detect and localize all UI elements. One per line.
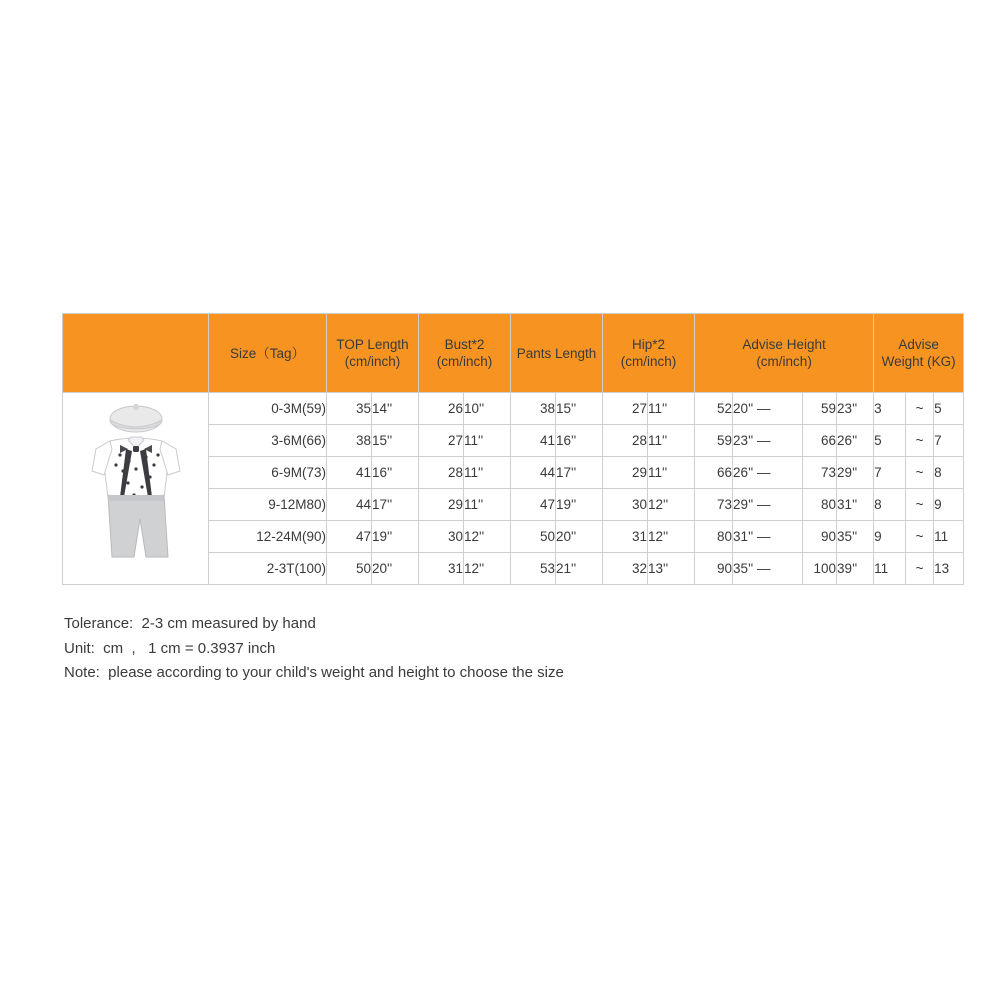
cell-pants-in: 20'' bbox=[556, 521, 603, 553]
cell-height-cm-min: 90 bbox=[695, 553, 733, 585]
cell-height-in-min: 35'' — bbox=[733, 553, 803, 585]
cell-weight-max: 8 bbox=[934, 457, 964, 489]
cell-weight-max: 11 bbox=[934, 521, 964, 553]
cell-size: 9-12M80) bbox=[209, 489, 327, 521]
cell-weight-min: 11 bbox=[874, 553, 906, 585]
cell-weight-min: 7 bbox=[874, 457, 906, 489]
note-unit: Unit: cm , 1 cm = 0.3937 inch bbox=[64, 639, 276, 657]
cell-size: 12-24M(90) bbox=[209, 521, 327, 553]
cell-height-in-max: 29'' bbox=[837, 457, 874, 489]
cell-bust-in: 12'' bbox=[464, 521, 511, 553]
cell-size: 6-9M(73) bbox=[209, 457, 327, 489]
cell-height-cm-max: 73 bbox=[803, 457, 837, 489]
cell-hip-cm: 32 bbox=[603, 553, 648, 585]
cell-weight-min: 3 bbox=[874, 393, 906, 425]
cell-pants-cm: 38 bbox=[511, 393, 556, 425]
header-top-length-line1: TOP Length bbox=[336, 337, 409, 352]
cell-pants-in: 21'' bbox=[556, 553, 603, 585]
header-hip-line1: Hip*2 bbox=[632, 337, 666, 352]
cell-size: 3-6M(66) bbox=[209, 425, 327, 457]
cell-height-in-min: 29'' — bbox=[733, 489, 803, 521]
cell-weight-min: 8 bbox=[874, 489, 906, 521]
cell-bust-cm: 27 bbox=[419, 425, 464, 457]
cell-pants-in: 16'' bbox=[556, 425, 603, 457]
product-outfit-illustration bbox=[66, 399, 206, 579]
cell-top-in: 14'' bbox=[372, 393, 419, 425]
cell-height-in-min: 23'' — bbox=[733, 425, 803, 457]
cell-hip-in: 12'' bbox=[648, 489, 695, 521]
cell-size: 2-3T(100) bbox=[209, 553, 327, 585]
cell-bust-in: 11'' bbox=[464, 425, 511, 457]
cell-height-cm-max: 59 bbox=[803, 393, 837, 425]
cell-hip-cm: 31 bbox=[603, 521, 648, 553]
cell-size: 0-3M(59) bbox=[209, 393, 327, 425]
cell-weight-min: 9 bbox=[874, 521, 906, 553]
cell-top-in: 19'' bbox=[372, 521, 419, 553]
cell-pants-in: 17'' bbox=[556, 457, 603, 489]
cell-bust-cm: 26 bbox=[419, 393, 464, 425]
notes-block bbox=[64, 612, 864, 686]
cell-height-in-max: 26'' bbox=[837, 425, 874, 457]
note-tolerance: Tolerance: 2-3 cm measured by hand bbox=[64, 615, 316, 632]
cell-weight-max: 7 bbox=[934, 425, 964, 457]
cell-pants-in: 15'' bbox=[556, 393, 603, 425]
header-bust-line1: Bust*2 bbox=[444, 337, 485, 352]
header-advise-height-line2: (cm/inch) bbox=[756, 354, 812, 369]
size-chart bbox=[62, 313, 956, 585]
header-bust-line2: (cm/inch) bbox=[436, 354, 493, 369]
cell-pants-cm: 41 bbox=[511, 425, 556, 457]
header-pants-length-line1: Pants Length bbox=[516, 345, 597, 361]
cell-top-cm: 47 bbox=[327, 521, 372, 553]
cell-height-in-min: 31'' — bbox=[733, 521, 803, 553]
cell-height-in-max: 39'' bbox=[837, 553, 874, 585]
cell-height-cm-min: 59 bbox=[695, 425, 733, 457]
cell-pants-cm: 47 bbox=[511, 489, 556, 521]
cell-height-cm-min: 66 bbox=[695, 457, 733, 489]
cell-hip-in: 13'' bbox=[648, 553, 695, 585]
header-advise-height bbox=[695, 314, 874, 393]
product-image-cell bbox=[63, 393, 209, 585]
header-top-length bbox=[327, 314, 419, 393]
cell-hip-cm: 29 bbox=[603, 457, 648, 489]
cell-weight-sep: ~ bbox=[906, 553, 934, 585]
header-advise-weight bbox=[874, 314, 964, 393]
cell-bust-in: 11'' bbox=[464, 489, 511, 521]
cell-hip-cm: 30 bbox=[603, 489, 648, 521]
header-pants-length bbox=[511, 314, 603, 393]
cell-height-in-min: 26'' — bbox=[733, 457, 803, 489]
header-bust bbox=[419, 314, 511, 393]
header-image-cell bbox=[63, 314, 209, 393]
cell-weight-sep: ~ bbox=[906, 393, 934, 425]
cell-hip-cm: 27 bbox=[603, 393, 648, 425]
cell-bust-in: 11'' bbox=[464, 457, 511, 489]
header-advise-height-line1: Advise Height bbox=[742, 337, 826, 352]
cell-height-cm-max: 66 bbox=[803, 425, 837, 457]
header-hip-line2: (cm/inch) bbox=[620, 354, 677, 369]
cell-bust-in: 12'' bbox=[464, 553, 511, 585]
cell-top-cm: 50 bbox=[327, 553, 372, 585]
cell-hip-in: 11'' bbox=[648, 425, 695, 457]
cell-weight-max: 9 bbox=[934, 489, 964, 521]
cell-weight-sep: ~ bbox=[906, 425, 934, 457]
cell-pants-cm: 44 bbox=[511, 457, 556, 489]
cell-weight-max: 13 bbox=[934, 553, 964, 585]
cell-hip-cm: 28 bbox=[603, 425, 648, 457]
cell-top-in: 15'' bbox=[372, 425, 419, 457]
cell-top-in: 17'' bbox=[372, 489, 419, 521]
cell-weight-sep: ~ bbox=[906, 489, 934, 521]
cell-weight-max: 5 bbox=[934, 393, 964, 425]
table-row bbox=[63, 393, 964, 425]
cell-pants-cm: 53 bbox=[511, 553, 556, 585]
cell-bust-cm: 31 bbox=[419, 553, 464, 585]
cell-bust-cm: 30 bbox=[419, 521, 464, 553]
cell-top-cm: 41 bbox=[327, 457, 372, 489]
cell-pants-in: 19'' bbox=[556, 489, 603, 521]
header-advise-weight-line2: Weight (KG) bbox=[881, 354, 956, 369]
cell-bust-in: 10'' bbox=[464, 393, 511, 425]
cell-top-in: 16'' bbox=[372, 457, 419, 489]
cell-bust-cm: 29 bbox=[419, 489, 464, 521]
header-size: Size（Tag） bbox=[209, 314, 327, 393]
cell-height-cm-min: 52 bbox=[695, 393, 733, 425]
cell-pants-cm: 50 bbox=[511, 521, 556, 553]
cell-height-cm-max: 100 bbox=[803, 553, 837, 585]
cell-top-cm: 44 bbox=[327, 489, 372, 521]
cell-top-in: 20'' bbox=[372, 553, 419, 585]
cell-height-in-max: 35'' bbox=[837, 521, 874, 553]
cell-height-cm-max: 90 bbox=[803, 521, 837, 553]
cell-height-in-max: 23'' bbox=[837, 393, 874, 425]
note-choose-size: Note: please according to your child's weight and height to choose the size bbox=[64, 664, 564, 681]
cell-height-in-max: 31'' bbox=[837, 489, 874, 521]
cell-hip-in: 11'' bbox=[648, 393, 695, 425]
cell-height-cm-max: 80 bbox=[803, 489, 837, 521]
cell-height-cm-min: 73 bbox=[695, 489, 733, 521]
table-header-row bbox=[63, 314, 964, 393]
header-top-length-line2: (cm/inch) bbox=[344, 354, 401, 369]
header-hip bbox=[603, 314, 695, 393]
cell-hip-in: 12'' bbox=[648, 521, 695, 553]
cell-top-cm: 35 bbox=[327, 393, 372, 425]
cell-bust-cm: 28 bbox=[419, 457, 464, 489]
cell-top-cm: 38 bbox=[327, 425, 372, 457]
cell-hip-in: 11'' bbox=[648, 457, 695, 489]
cell-height-in-min: 20'' — bbox=[733, 393, 803, 425]
cell-weight-min: 5 bbox=[874, 425, 906, 457]
header-advise-weight-line1: Advise bbox=[898, 337, 939, 352]
size-table bbox=[62, 313, 964, 585]
cell-weight-sep: ~ bbox=[906, 457, 934, 489]
cell-height-cm-min: 80 bbox=[695, 521, 733, 553]
cell-weight-sep: ~ bbox=[906, 521, 934, 553]
